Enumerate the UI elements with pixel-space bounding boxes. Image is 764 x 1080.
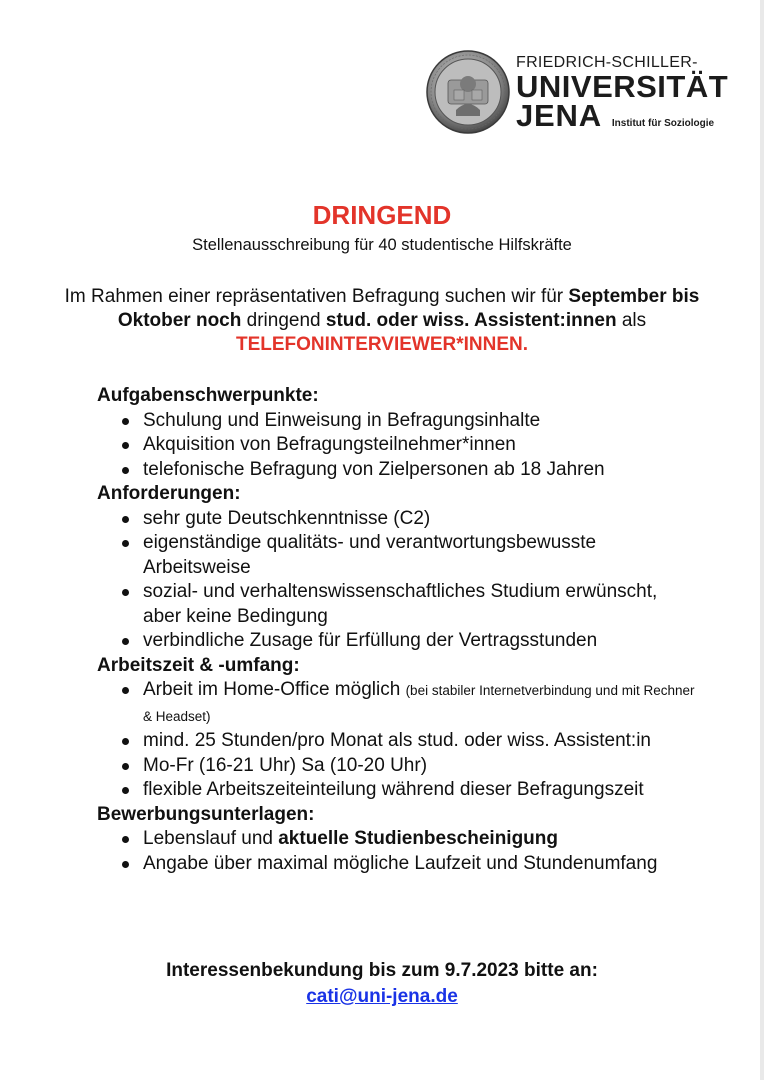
- list-item: mind. 25 Stunden/pro Monat als stud. oder wiss. Assistent:in: [143, 729, 697, 754]
- list-item: sozial- und verhaltenswissenschaftliches Studium erwünscht, aber keine Bedingung: [143, 580, 697, 629]
- list-item: [143, 827, 697, 852]
- application-deadline: Interessenbekundung bis zum 9.7.2023 bitte an:: [166, 960, 598, 981]
- list-item: verbindliche Zusage für Erfüllung der Vertragsstunden: [143, 629, 697, 654]
- intro-text-3: als: [616, 310, 647, 331]
- university-line2: UNIVERSITÄT: [516, 69, 729, 104]
- subheadline: Stellenausschreibung für 40 studentische Hilfskräfte: [192, 236, 572, 254]
- intro-period: September bis Oktober noch: [117, 286, 700, 331]
- closing: [0, 958, 764, 1010]
- enrollment-certificate-text: aktuelle Studienbescheinigung: [278, 828, 559, 849]
- section-title-requirements: Anforderungen:: [97, 483, 241, 504]
- list-item: eigenständige qualitäts- und verantwortungsbewusste Arbeitsweise: [143, 531, 697, 580]
- section-title-application: Bewerbungsunterlagen:: [97, 803, 315, 825]
- section-title-tasks: Aufgabenschwerpunkte:: [97, 385, 319, 406]
- university-city: JENA: [516, 98, 602, 133]
- intro-role: stud. oder wiss. Assistent:innen: [325, 310, 617, 331]
- list-item: Mo-Fr (16-21 Uhr) Sa (10-20 Uhr): [143, 754, 697, 779]
- cv-text: Lebenslauf und: [143, 828, 279, 849]
- intro-text-2: dringend: [241, 310, 326, 331]
- list-item: sehr gute Deutschkenntnisse (C2): [143, 507, 697, 532]
- university-line1: FRIEDRICH-SCHILLER-: [516, 54, 698, 71]
- list-item: telefonische Befragung von Zielpersonen ab 18 Jahren: [143, 458, 697, 483]
- requirements-list: [97, 507, 697, 654]
- list-item: Angabe über maximal mögliche Laufzeit und Stundenumfang: [143, 852, 697, 877]
- intro-job-title: TELEFONINTERVIEWER*INNEN.: [235, 334, 529, 355]
- worktime-list: [97, 678, 697, 803]
- page-edge: [760, 0, 764, 1080]
- university-seal-icon: [426, 50, 510, 134]
- intro-text-1: Im Rahmen einer repräsentativen Befragung suchen wir für: [64, 286, 569, 307]
- job-details: [97, 384, 697, 876]
- university-line3-row: [516, 98, 728, 133]
- application-list: [97, 827, 697, 876]
- tasks-list: [97, 409, 697, 483]
- home-office-text: Arbeit im Home-Office möglich: [143, 679, 406, 700]
- email-link[interactable]: cati@uni-jena.de: [306, 986, 458, 1007]
- university-wordmark: [516, 54, 729, 133]
- intro-paragraph: [60, 285, 704, 357]
- list-item: flexible Arbeitszeiteinteilung während dieser Befragungszeit: [143, 778, 697, 803]
- headline: DRINGEND: [312, 200, 452, 230]
- list-item: Schulung und Einweisung in Befragungsinhalte: [143, 409, 697, 434]
- university-logo: [426, 46, 756, 136]
- institute-name: Institut für Soziologie: [611, 118, 715, 129]
- home-office-note: (bei stabiler Internetverbindung und mit Rechner & Headset): [143, 683, 695, 724]
- list-item: Akquisition von Befragungsteilnehmer*innen: [143, 433, 697, 458]
- list-item: [143, 678, 697, 729]
- section-title-worktime: Arbeitszeit & -umfang:: [97, 654, 300, 676]
